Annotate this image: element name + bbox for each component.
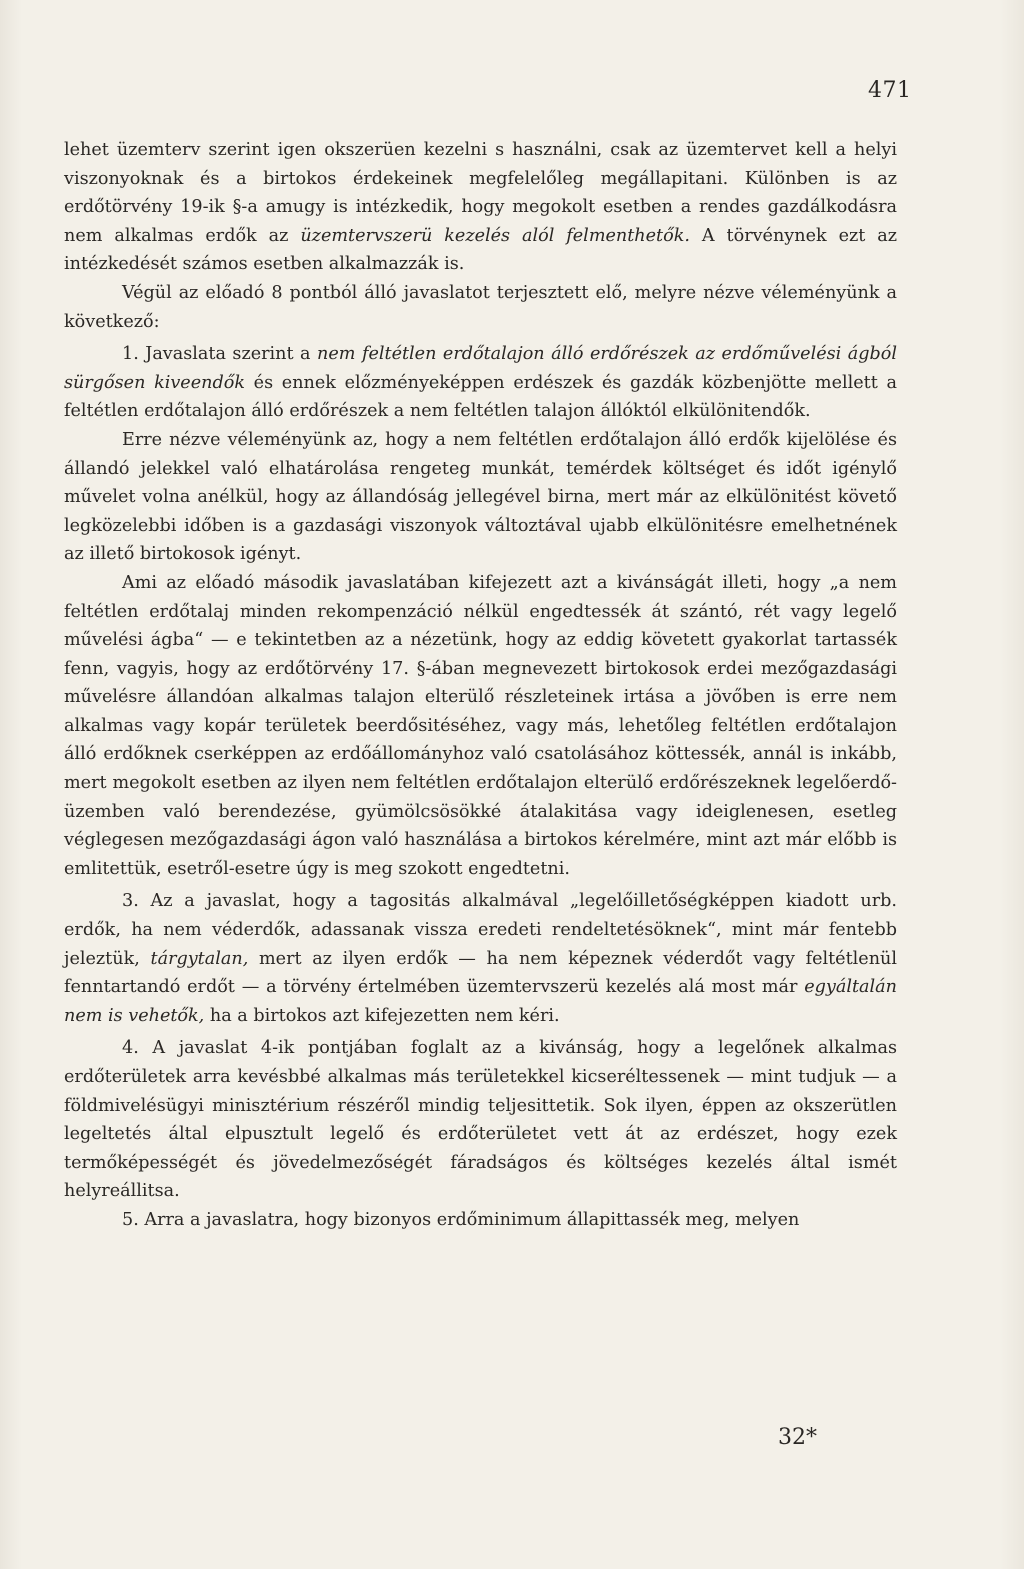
italic-text: tárgytalan,: [150, 948, 249, 969]
signature-mark: 32*: [778, 1425, 817, 1450]
text-run: Erre nézve véleményünk az, hogy a nem feltétlen erdőtalajon álló erdők kijelölése és állandó jelekkel való elhatárolása rengeteg munkát, temérdek költséget és időt igénylő művelet volna anélkül, hogy az állandóság jellegével birna, mert már az elkülönitést követő legközelebbi időben is a gazdasági viszonyok változtával ujabb elkülönitésre emelhetnének az illető birtokosok igényt.: [64, 429, 897, 565]
page-number: 471: [868, 78, 912, 103]
text-run: mert az ilyen erdők — ha nem képeznek véderdőt vagy feltétlenül fenntartandó erdőt — a törvény értelmében üzemtervszerü kezelés alá most már: [64, 948, 897, 998]
text-run: 4. A javaslat 4-ik pontjában foglalt az a kivánság, hogy a legelőnek alkalmas erdőterületek arra kevésbbé alkalmas más területekkel kicseréltessenek — mint tudjuk — a földmivelésügyi minisztérium részéről mindig teljesittetik. Sok ilyen, éppen az okszerütlen legeltetés által elpusztult legelő és erdőterületet vett át az erdészet, hogy ezek termőképességét és jövedelmezőségét fáradságos és költséges kezelés által ismét helyreállitsa.: [64, 1038, 897, 1202]
paragraph: [64, 136, 897, 279]
body-text: [64, 136, 897, 1235]
text-run: 5. Arra a javaslatra, hogy bizonyos erdőminimum állapittassék meg, melyen: [122, 1209, 800, 1230]
text-run: 1. Javaslata szerint a: [122, 344, 318, 365]
paragraph: [64, 569, 897, 884]
text-run: A törvénynek ezt az intézkedését számos esetben alkalmazzák is.: [64, 225, 898, 275]
text-run: Ami az előadó második javaslatában kifejezett azt a kivánságát illeti, hogy „a nem feltétlen erdőtalaj minden rekompenzáció nélkül engedtessék át szántó, rét vagy legelő művelési ágba“ — e tekintetben az a nézetünk, hogy az eddig követett gyakorlat tartassék fenn, vagyis, hogy az erdőtörvény 17. §-ában megnevezett birtokosok erdei mezőgazdasági művelésre állandóan alkalmas talajon elterülő részleteinek irtása a jövőben is erre nem alkalmas vagy kopár területek beerdősitéséhez, vagy más, lehetőleg feltétlen erdőtalajon álló erdőknek cserképpen az erdőállományhoz való csatolásához köttessék, annál is inkább, mert megokolt esetben az ilyen nem feltétlen erdőtalajon elterülő erdőrészeknek legelőerdő-üzemben való berendezése, gyümölcsösökké átalakitása vagy ideiglenesen, esetleg véglegesen mezőgazdasági ágon való használása a birtokos kérelmére, mint azt már előbb is emlitettük, esetről-esetre úgy is meg szokott engedtetni.: [64, 572, 897, 879]
text-run: és ennek előzményeképpen erdészek és gazdák közbenjötte mellett a feltétlen erdőtalajon álló erdőrészek a nem feltétlen talajon állóktól elkülönitendők.: [64, 372, 898, 422]
paragraph: [64, 279, 897, 336]
text-run: ha a birtokos azt kifejezetten nem kéri.: [204, 1005, 560, 1026]
paragraph: [64, 1034, 897, 1206]
paragraph: [64, 1206, 897, 1235]
paragraph: [64, 887, 897, 1030]
italic-text: nem feltétlen erdőtalajon álló erdőrészek az erdőművelési ágból sürgősen kiveendők: [64, 344, 897, 393]
italic-text: egyáltalán nem is vehetők,: [64, 977, 897, 1026]
text-run: 3. Az a javaslat, hogy a tagositás alkalmával „legelőilletőségképpen kiadott urb. erdők, ha nem véderdők, adassanak vissza eredeti rendeltetésöknek“, mint már fentebb jeleztük,: [64, 891, 897, 969]
paragraph: [64, 426, 897, 569]
italic-text: üzemtervszerü kezelés alól felmenthetők.: [300, 225, 690, 246]
paragraph: [64, 340, 897, 426]
text-run: Végül az előadó 8 pontból álló javaslatot terjesztett elő, melyre nézve véleményünk a következő:: [64, 282, 897, 332]
text-run: lehet üzemterv szerint igen okszerüen kezelni s használni, csak az üzemtervet kell a helyi viszonyoknak és a birtokos érdekeinek megfelelőleg megállapitani. Különben is az erdőtörvény 19-ik §-a amugy is intézkedik, hogy megokolt esetben a rendes gazdálkodásra nem alkalmas erdők az: [64, 140, 897, 246]
